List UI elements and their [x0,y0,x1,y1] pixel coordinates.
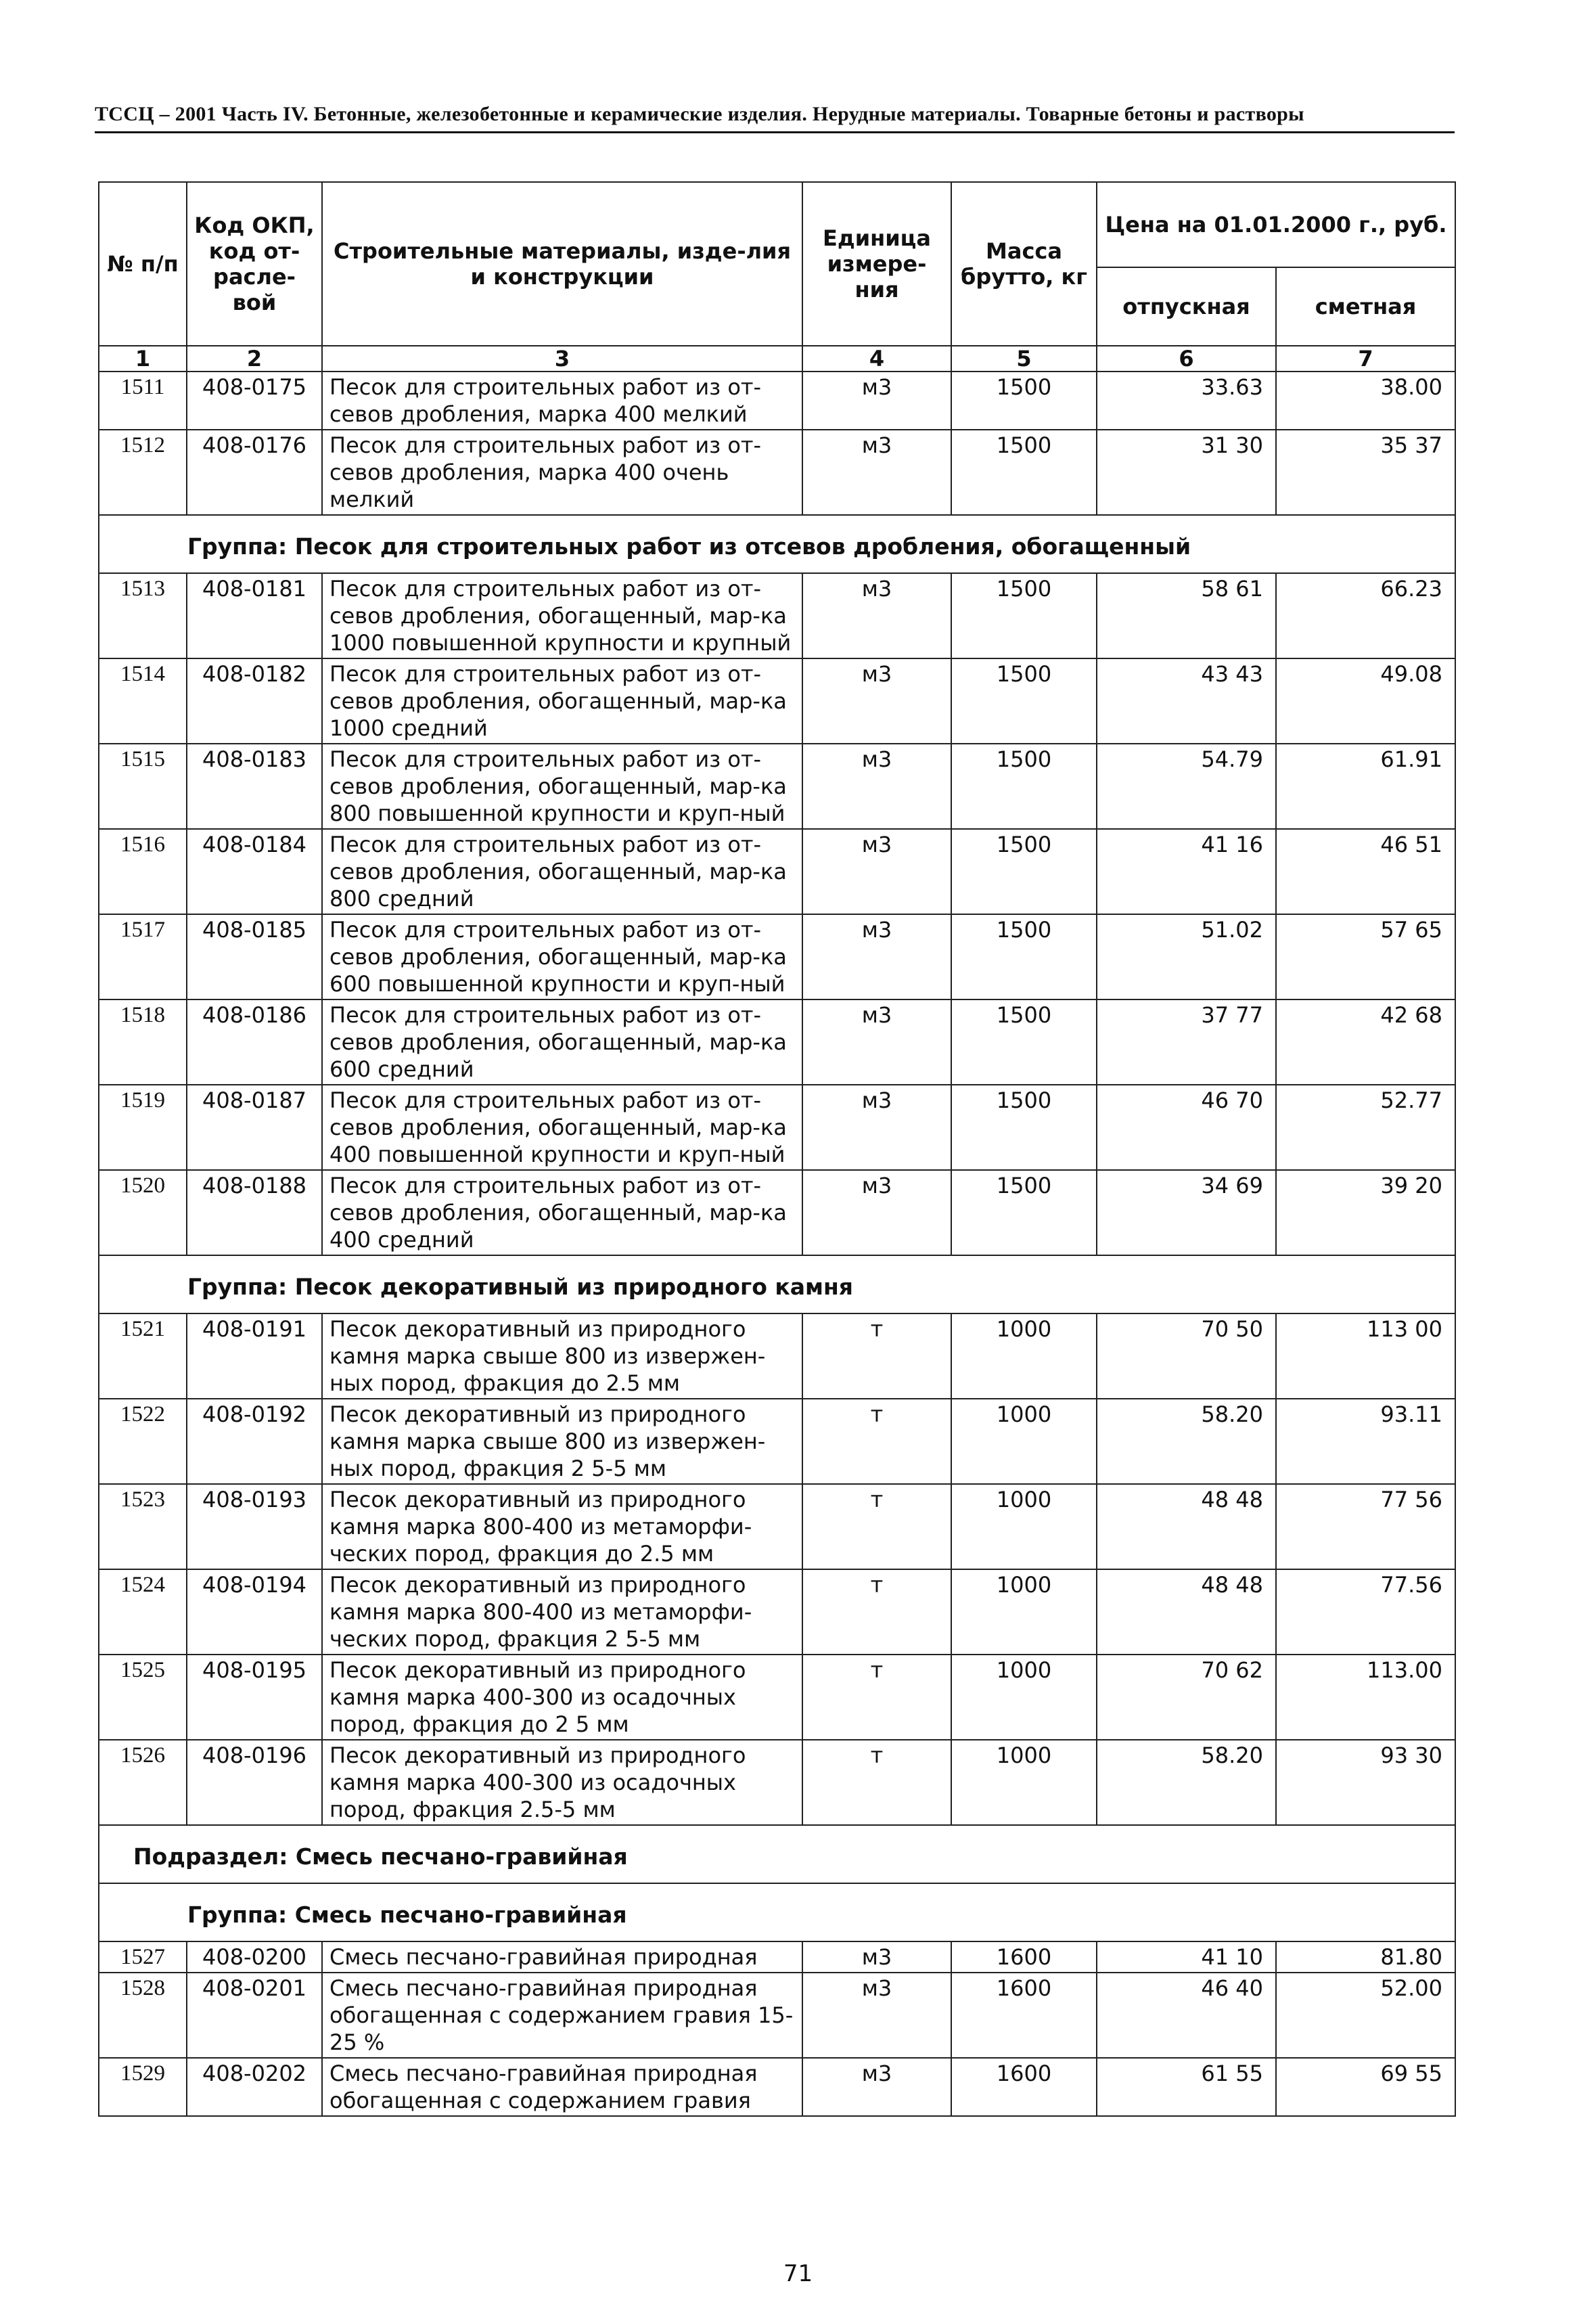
row-number: 1516 [99,829,187,914]
unit-of-measure: м3 [802,1941,951,1973]
price-estimate: 66.23 [1276,573,1455,658]
row-number: 1515 [99,744,187,829]
table-row [99,1569,1455,1655]
okp-code: 408-0195 [187,1655,322,1740]
okp-code: 408-0176 [187,430,322,515]
okp-code: 408-0187 [187,1085,322,1170]
material-name: Песок для строительных работ из от-севов дробления, марка 400 очень мелкий [322,430,802,515]
price-release: 48 48 [1097,1484,1276,1569]
table-body [99,372,1455,2116]
header-code: Код ОКП, код от-расле-вой [187,182,322,346]
group-heading: Группа: Смесь песчано-гравийная [99,1883,1455,1941]
page-header: ТССЦ – 2001 Часть IV. Бетонные, железобетонные и керамические изделия. Нерудные материалы. Товарные бетоны и растворы [95,103,1455,133]
table-row [99,1655,1455,1740]
header-price: Цена на 01.01.2000 г., руб. [1097,182,1455,267]
table-row [99,999,1455,1085]
table-row [99,829,1455,914]
price-release: 31 30 [1097,430,1276,515]
table-row [99,658,1455,744]
unit-of-measure: т [802,1313,951,1399]
okp-code: 408-0194 [187,1569,322,1655]
group-heading-row [99,515,1455,573]
price-release: 48 48 [1097,1569,1276,1655]
row-number: 1513 [99,573,187,658]
price-estimate: 61.91 [1276,744,1455,829]
unit-of-measure: м3 [802,1085,951,1170]
material-name: Песок для строительных работ из от-севов дробления, обогащенный, мар-ка 800 повышенной крупности и круп-ный [322,744,802,829]
table-row [99,1740,1455,1825]
okp-code: 408-0182 [187,658,322,744]
row-number: 1520 [99,1170,187,1255]
material-name: Песок декоративный из природного камня марка 400-300 из осадочных пород, фракция до 2 5 мм [322,1655,802,1740]
row-number: 1525 [99,1655,187,1740]
material-name: Песок для строительных работ из от-севов дробления, обогащенный, мар-ка 800 средний [322,829,802,914]
row-number: 1518 [99,999,187,1085]
gross-mass: 1000 [951,1399,1097,1484]
gross-mass: 1600 [951,1973,1097,2058]
material-name: Смесь песчано-гравийная природная обогащенная с содержанием гравия [322,2058,802,2116]
okp-code: 408-0202 [187,2058,322,2116]
okp-code: 408-0193 [187,1484,322,1569]
price-table [98,181,1456,2117]
table-row [99,1313,1455,1399]
gross-mass: 1000 [951,1569,1097,1655]
unit-of-measure: т [802,1740,951,1825]
table-row [99,914,1455,999]
group-heading-row [99,1883,1455,1941]
okp-code: 408-0192 [187,1399,322,1484]
unit-of-measure: м3 [802,999,951,1085]
header-unit: Единица измере-ния [802,182,951,346]
okp-code: 408-0181 [187,573,322,658]
material-name: Песок для строительных работ из от-севов дробления, обогащенный, мар-ка 600 повышенной крупности и круп-ный [322,914,802,999]
price-estimate: 77.56 [1276,1569,1455,1655]
unit-of-measure: т [802,1569,951,1655]
unit-of-measure: м3 [802,658,951,744]
price-estimate: 113.00 [1276,1655,1455,1740]
okp-code: 408-0175 [187,372,322,430]
group-heading: Группа: Песок для строительных работ из отсевов дробления, обогащенный [99,515,1455,573]
material-name: Песок для строительных работ из от-севов дробления, обогащенный, мар-ка 400 средний [322,1170,802,1255]
unit-of-measure: м3 [802,573,951,658]
gross-mass: 1000 [951,1655,1097,1740]
row-number: 1514 [99,658,187,744]
table-row [99,1170,1455,1255]
material-name: Песок для строительных работ из от-севов дробления, обогащенный, мар-ка 1000 повышенной крупности и крупный [322,573,802,658]
price-release: 37 77 [1097,999,1276,1085]
unit-of-measure: м3 [802,372,951,430]
okp-code: 408-0201 [187,1973,322,2058]
price-release: 41 16 [1097,829,1276,914]
material-name: Песок декоративный из природного камня марка свыше 800 из извержен-ных пород, фракция до 2.5 мм [322,1313,802,1399]
price-estimate: 42 68 [1276,999,1455,1085]
unit-of-measure: м3 [802,2058,951,2116]
column-number-row [99,346,1455,372]
table-row [99,1973,1455,2058]
price-release: 43 43 [1097,658,1276,744]
table-row [99,1085,1455,1170]
column-number: 3 [322,346,802,372]
price-release: 58 61 [1097,573,1276,658]
material-name: Песок декоративный из природного камня марка 800-400 из метаморфи-ческих пород, фракция до 2.5 мм [322,1484,802,1569]
gross-mass: 1500 [951,658,1097,744]
price-release: 33.63 [1097,372,1276,430]
row-number: 1522 [99,1399,187,1484]
column-number: 2 [187,346,322,372]
gross-mass: 1500 [951,1085,1097,1170]
gross-mass: 1500 [951,914,1097,999]
price-release: 34 69 [1097,1170,1276,1255]
unit-of-measure: м3 [802,1973,951,2058]
price-estimate: 52.77 [1276,1085,1455,1170]
material-name: Смесь песчано-гравийная природная обогащенная с содержанием гравия 15-25 % [322,1973,802,2058]
price-release: 46 40 [1097,1973,1276,2058]
price-estimate: 77 56 [1276,1484,1455,1569]
price-estimate: 49.08 [1276,658,1455,744]
table-row [99,372,1455,430]
material-name: Песок для строительных работ из от-севов дробления, обогащенный, мар-ка 400 повышенной крупности и круп-ный [322,1085,802,1170]
row-number: 1529 [99,2058,187,2116]
price-estimate: 35 37 [1276,430,1455,515]
row-number: 1521 [99,1313,187,1399]
row-number: 1512 [99,430,187,515]
row-number: 1519 [99,1085,187,1170]
price-estimate: 38.00 [1276,372,1455,430]
header-price-estimate: сметная [1276,267,1455,346]
price-release: 54.79 [1097,744,1276,829]
gross-mass: 1500 [951,999,1097,1085]
material-name: Песок декоративный из природного камня марка 800-400 из метаморфи-ческих пород, фракция 2 5-5 мм [322,1569,802,1655]
price-release: 46 70 [1097,1085,1276,1170]
unit-of-measure: т [802,1484,951,1569]
table-row [99,573,1455,658]
price-release: 70 62 [1097,1655,1276,1740]
unit-of-measure: м3 [802,914,951,999]
gross-mass: 1000 [951,1313,1097,1399]
row-number: 1523 [99,1484,187,1569]
unit-of-measure: м3 [802,744,951,829]
gross-mass: 1500 [951,744,1097,829]
subsection-heading-row [99,1825,1455,1883]
price-release: 41 10 [1097,1941,1276,1973]
unit-of-measure: м3 [802,1170,951,1255]
column-number: 7 [1276,346,1455,372]
price-estimate: 81.80 [1276,1941,1455,1973]
material-name: Песок декоративный из природного камня марка свыше 800 из извержен-ных пород, фракция 2 5-5 мм [322,1399,802,1484]
table-row [99,1399,1455,1484]
gross-mass: 1500 [951,573,1097,658]
header-name: Строительные материалы, изде-лия и конструкции [322,182,802,346]
table-row [99,2058,1455,2116]
subsection-heading: Подраздел: Смесь песчано-гравийная [99,1825,1455,1883]
table-row [99,1941,1455,1973]
okp-code: 408-0185 [187,914,322,999]
unit-of-measure: м3 [802,430,951,515]
material-name: Песок для строительных работ из от-севов дробления, обогащенный, мар-ка 600 средний [322,999,802,1085]
okp-code: 408-0188 [187,1170,322,1255]
price-estimate: 39 20 [1276,1170,1455,1255]
price-release: 61 55 [1097,2058,1276,2116]
group-heading-row [99,1255,1455,1313]
material-name: Песок для строительных работ из от-севов дробления, обогащенный, мар-ка 1000 средний [322,658,802,744]
column-number: 5 [951,346,1097,372]
okp-code: 408-0191 [187,1313,322,1399]
row-number: 1526 [99,1740,187,1825]
material-name: Песок для строительных работ из от-севов дробления, марка 400 мелкий [322,372,802,430]
header-mass: Масса брутто, кг [951,182,1097,346]
gross-mass: 1500 [951,372,1097,430]
price-estimate: 57 65 [1276,914,1455,999]
group-heading: Группа: Песок декоративный из природного камня [99,1255,1455,1313]
price-release: 58.20 [1097,1399,1276,1484]
price-estimate: 113 00 [1276,1313,1455,1399]
price-release: 70 50 [1097,1313,1276,1399]
gross-mass: 1500 [951,1170,1097,1255]
row-number: 1511 [99,372,187,430]
okp-code: 408-0184 [187,829,322,914]
row-number: 1517 [99,914,187,999]
material-name: Смесь песчано-гравийная природная [322,1941,802,1973]
gross-mass: 1000 [951,1740,1097,1825]
okp-code: 408-0200 [187,1941,322,1973]
gross-mass: 1500 [951,430,1097,515]
okp-code: 408-0196 [187,1740,322,1825]
material-name: Песок декоративный из природного камня марка 400-300 из осадочных пород, фракция 2.5-5 мм [322,1740,802,1825]
row-number: 1524 [99,1569,187,1655]
table-row [99,430,1455,515]
page-number: 71 [783,2260,813,2287]
price-estimate: 46 51 [1276,829,1455,914]
price-release: 51.02 [1097,914,1276,999]
table-row [99,1484,1455,1569]
header-price-release: отпускная [1097,267,1276,346]
okp-code: 408-0186 [187,999,322,1085]
gross-mass: 1500 [951,829,1097,914]
okp-code: 408-0183 [187,744,322,829]
unit-of-measure: т [802,1399,951,1484]
unit-of-measure: т [802,1655,951,1740]
unit-of-measure: м3 [802,829,951,914]
gross-mass: 1600 [951,1941,1097,1973]
price-release: 58.20 [1097,1740,1276,1825]
gross-mass: 1000 [951,1484,1097,1569]
price-estimate: 93.11 [1276,1399,1455,1484]
row-number: 1528 [99,1973,187,2058]
table-row [99,744,1455,829]
price-estimate: 52.00 [1276,1973,1455,2058]
header-no: № п/п [99,182,187,346]
row-number: 1527 [99,1941,187,1973]
price-estimate: 93 30 [1276,1740,1455,1825]
column-number: 6 [1097,346,1276,372]
column-number: 4 [802,346,951,372]
column-number: 1 [99,346,187,372]
gross-mass: 1600 [951,2058,1097,2116]
price-estimate: 69 55 [1276,2058,1455,2116]
